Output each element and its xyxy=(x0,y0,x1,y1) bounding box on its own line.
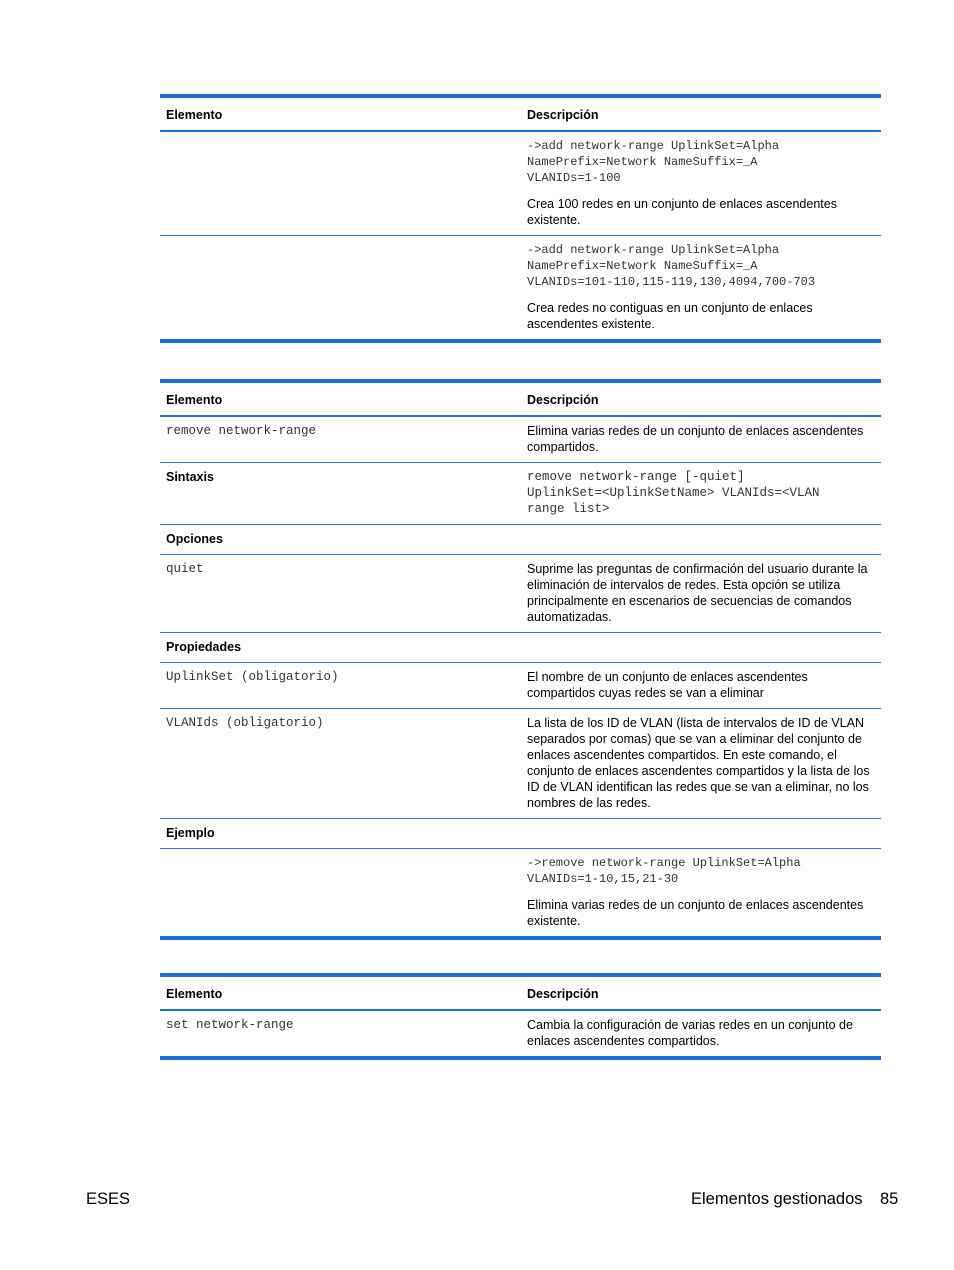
table-row xyxy=(160,1010,881,1058)
command-name: remove network-range xyxy=(160,416,521,463)
table-row xyxy=(160,849,881,939)
property-uplinkset-description: El nombre de un conjunto de enlaces ascendentes compartidos cuyas redes se van a eliminar xyxy=(521,663,881,709)
example-description: Elimina varias redes de un conjunto de enlaces ascendentes existente. xyxy=(527,898,864,928)
table-row xyxy=(160,633,881,663)
table-row xyxy=(160,555,881,633)
property-vlanids-name: VLANIds (obligatorio) xyxy=(160,709,521,819)
header-elemento: Elemento xyxy=(160,975,521,1010)
footer-locale: ESES xyxy=(86,1190,131,1208)
option-quiet-name: quiet xyxy=(160,555,521,633)
property-vlanids-description: La lista de los ID de VLAN (lista de intervalos de ID de VLAN separados por comas) que se van a eliminar del conjunto de enlaces ascendentes compartidos. En este comando, el conjunto de enlaces ascendentes compartidos y la lista de los ID de VLAN identifican las redes que se van a eliminar, no los nombres de las redes. xyxy=(521,709,881,819)
example-label: Ejemplo xyxy=(160,819,521,849)
example-description: Crea 100 redes en un conjunto de enlaces ascendentes existente. xyxy=(527,197,837,227)
add-network-range-examples-table xyxy=(160,94,881,343)
footer-page-number: 85 xyxy=(880,1190,899,1208)
table-row xyxy=(160,463,881,525)
command-description: Cambia la configuración de varias redes en un conjunto de enlaces ascendentes compartidos. xyxy=(521,1010,881,1058)
table-row xyxy=(160,525,881,555)
property-uplinkset-name: UplinkSet (obligatorio) xyxy=(160,663,521,709)
remove-network-range-table xyxy=(160,379,881,940)
syntax-value: remove network-range [-quiet] UplinkSet=<UplinkSetName> VLANIds=<VLAN range list> xyxy=(521,463,881,525)
table-row xyxy=(160,236,881,342)
example-code: ->add network-range UplinkSet=Alpha NamePrefix=Network NameSuffix=_A VLANIDs=1-100 xyxy=(527,139,780,185)
table-row xyxy=(160,416,881,463)
option-quiet-description: Suprime las preguntas de confirmación del usuario durante la eliminación de intervalos de redes. Esta opción se utiliza principalmente en escenarios de secuencias de comandos automatizadas. xyxy=(521,555,881,633)
footer-section-title: Elementos gestionados xyxy=(691,1190,863,1208)
header-elemento: Elemento xyxy=(160,96,521,131)
example-code: ->remove network-range UplinkSet=Alpha VLANIDs=1-10,15,21-30 xyxy=(527,856,801,886)
example-code: ->add network-range UplinkSet=Alpha NamePrefix=Network NameSuffix=_A VLANIDs=101-110,115-119,130,4094,700-703 xyxy=(527,243,816,289)
table-row xyxy=(160,663,881,709)
table-row xyxy=(160,819,881,849)
table-row xyxy=(160,709,881,819)
header-descripcion: Descripción xyxy=(521,381,881,416)
header-descripcion: Descripción xyxy=(521,96,881,131)
set-network-range-table xyxy=(160,973,881,1060)
header-descripcion: Descripción xyxy=(521,975,881,1010)
options-label: Opciones xyxy=(160,525,521,555)
properties-label: Propiedades xyxy=(160,633,521,663)
table-row xyxy=(160,131,881,236)
command-name: set network-range xyxy=(160,1010,521,1058)
header-elemento: Elemento xyxy=(160,381,521,416)
syntax-label: Sintaxis xyxy=(160,463,521,525)
example-description: Crea redes no contiguas en un conjunto de enlaces ascendentes existente. xyxy=(527,301,813,331)
command-description: Elimina varias redes de un conjunto de enlaces ascendentes compartidos. xyxy=(521,416,881,463)
